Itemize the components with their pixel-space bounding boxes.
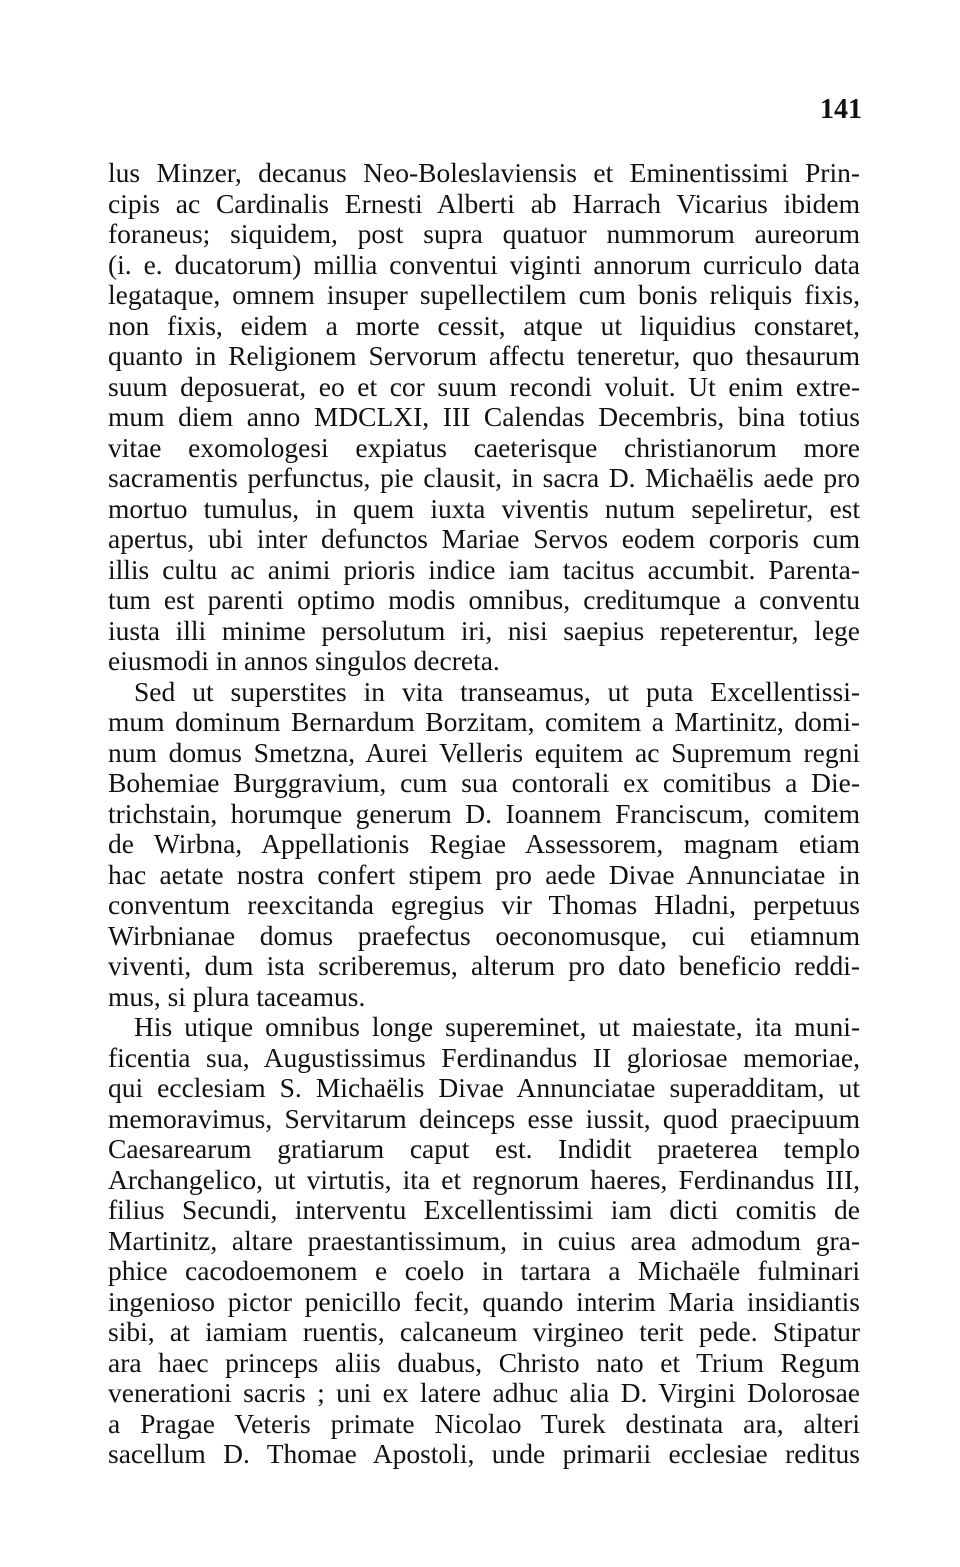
text-line: num domus Smetzna, Aurei Velleris equitem ac Supremum regni (108, 736, 860, 768)
text-line: Caesarearum gratiarum caput est. Indidit praeterea templo (108, 1133, 860, 1164)
text-line: hac aetate nostra confert stipem pro aede Divae Annunciatae in (108, 858, 860, 890)
text-line: Martinitz, altare praestantissimum, in cuius area admodum gra- (108, 1224, 860, 1256)
text-line: memoravimus, Servitarum deinceps esse iussit, quod praecipuum (108, 1102, 860, 1134)
body-text (108, 158, 860, 1470)
text-line: phice cacodoemonem e coelo in tartara a Michaële fulminari (108, 1255, 860, 1286)
text-line: mus, si plura taceamus. (108, 980, 366, 1012)
text-line: sacellum D. Thomae Apostoli, unde primarii ecclesiae reditus (108, 1438, 860, 1469)
text-line: venerationi sacris ; uni ex latere adhuc alia D. Virgini Dolorosae (108, 1377, 860, 1408)
text-line: iusta illi minime persolutum iri, nisi saepius repeterentur, lege (108, 614, 860, 646)
text-line: viventi, dum ista scriberemus, alterum pro dato beneficio reddi- (108, 950, 860, 981)
text-line: suum deposuerat, eo et cor suum recondi voluit. Ut enim extre- (108, 370, 860, 402)
text-line: conventum reexcitanda egregius vir Thomas Hladni, perpetuus (108, 889, 860, 920)
text-line: ingenioso pictor penicillo fecit, quando interim Maria insidiantis (108, 1285, 860, 1317)
text-line: Archangelico, ut virtutis, ita et regnorum haeres, Ferdinandus III, (108, 1163, 860, 1195)
text-line: legataque, omnem insuper supellectilem cum bonis reliquis fixis, (108, 279, 860, 310)
text-line: (i. e. ducatorum) millia conventui viginti annorum curriculo data (108, 248, 860, 280)
text-line: ficentia sua, Augustissimus Ferdinandus II gloriosae memoriae, (108, 1041, 860, 1073)
text-line: Wirbnianae domus praefectus oeconomusque, cui etiamnum (108, 919, 860, 951)
text-line: mum diem anno MDCLXI, III Calendas Decembris, bina totius (108, 401, 860, 432)
text-line: mum dominum Bernardum Borzitam, comitem a Martinitz, domi- (108, 706, 860, 737)
text-line: quanto in Religionem Servorum affectu teneretur, quo thesaurum (108, 340, 860, 371)
text-line: His utique omnibus longe supereminet, ut maiestate, ita muni- (134, 1011, 860, 1042)
text-line: a Pragae Veteris primate Nicolao Turek destinata ara, alteri (108, 1407, 860, 1439)
page-number: 141 (820, 94, 862, 125)
text-line: qui ecclesiam S. Michaëlis Divae Annunciatae superadditam, ut (108, 1072, 860, 1103)
text-line: Sed ut superstites in vita transeamus, ut puta Excellentissi- (134, 675, 860, 707)
text-line: sacramentis perfunctus, pie clausit, in sacra D. Michaëlis aede pro (108, 462, 860, 493)
text-line: tum est parenti optimo modis omnibus, creditumque a conventu (108, 584, 860, 615)
text-line: de Wirbna, Appellationis Regiae Assessorem, magnam etiam (108, 828, 860, 859)
text-line: sibi, at iamiam ruentis, calcaneum virgineo terit pede. Stipatur (108, 1316, 860, 1347)
text-line: vitae exomologesi expiatus caeterisque christianorum more (108, 431, 860, 463)
text-line: trichstain, horumque generum D. Ioannem Franciscum, comitem (108, 797, 860, 829)
text-line: filius Secundi, interventu Excellentissimi iam dicti comitis de (108, 1194, 860, 1225)
text-line: mortuo tumulus, in quem iuxta viventis nutum sepeliretur, est (108, 492, 860, 524)
text-line: ara haec princeps aliis duabus, Christo nato et Trium Regum (108, 1346, 860, 1378)
text-line: non fixis, eidem a morte cessit, atque ut liquidius constaret, (108, 309, 860, 341)
text-line: apertus, ubi inter defunctos Mariae Servos eodem corporis cum (108, 523, 860, 554)
text-line: foraneus; siquidem, post supra quatuor nummorum aureorum (108, 218, 860, 249)
text-line: Bohemiae Burggravium, cum sua contorali ex comitibus a Die- (108, 767, 860, 798)
text-line: eiusmodi in annos singulos decreta. (108, 645, 500, 676)
text-line: illis cultu ac animi prioris indice iam tacitus accumbit. Parenta- (108, 553, 860, 585)
text-line: lus Minzer, decanus Neo-Boleslaviensis et Eminentissimi Prin- (108, 157, 860, 188)
text-line: cipis ac Cardinalis Ernesti Alberti ab Harrach Vicarius ibidem (108, 187, 860, 219)
